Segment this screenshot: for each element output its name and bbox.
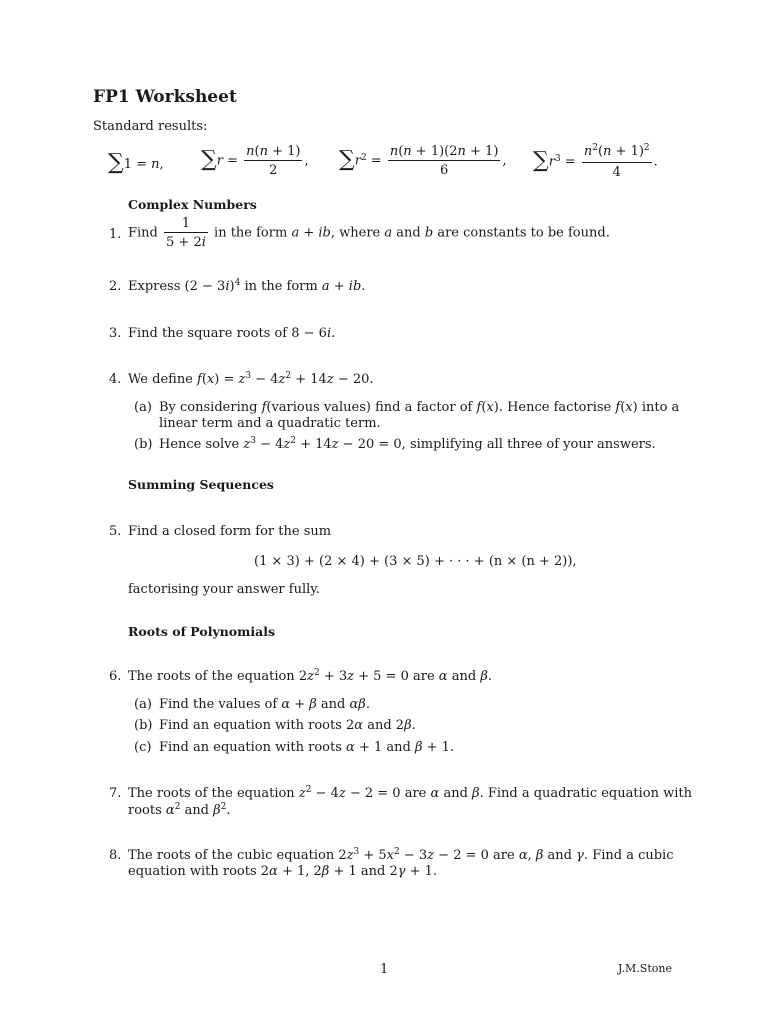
question-6: The roots of the equation $2z^2 + 3z + 5 = 0$ are α and β. <box>128 668 492 684</box>
section-summing-sequences: Summing Sequences <box>128 477 274 492</box>
question-7-line2: roots $\alpha^2$ and $\beta^2$. <box>128 802 231 818</box>
formula-sum-1: ∑1 = n, <box>108 150 164 175</box>
question-5-display: (1 × 3) + (2 × 4) + (3 × 5) + · · · + (n × (n + 2)), <box>254 554 577 569</box>
question-1: Find $\frac{1}{5 + 2i}$ in the form a + ib, where a and b are constants to be found. <box>128 216 610 250</box>
page-number: 1 <box>380 962 389 977</box>
question-number-2: 2. <box>109 279 122 294</box>
question-number-8: 8. <box>109 848 122 863</box>
page-title: FP1 Worksheet <box>93 87 237 107</box>
question-3: Find the square roots of 8 − 6i. <box>128 326 336 341</box>
question-4a-label: (a) <box>134 400 152 415</box>
question-6c: Find an equation with roots α + 1 and β + 1. <box>159 740 455 755</box>
section-roots-of-polynomials: Roots of Polynomials <box>128 624 275 639</box>
question-6a: Find the values of α + β and αβ. <box>159 697 370 712</box>
question-5-after: factorising your answer fully. <box>128 582 321 597</box>
question-4b: Hence solve $z^3 - 4z^2 + 14z - 20 = 0$, simplifying all three of your answers. <box>159 436 656 452</box>
question-number-6: 6. <box>109 669 122 684</box>
formula-sum-r3: $\sum r^3$ = $\frac{n^2(n + 1)^2}{4}$ . <box>533 143 658 180</box>
question-8-line2: equation with roots 2α + 1, 2β + 1 and 2γ + 1. <box>128 864 438 879</box>
question-7: The roots of the equation $z^2 - 4z - 2 = 0$ are α and β. Find a quadratic equation with <box>128 785 692 801</box>
question-number-3: 3. <box>109 326 122 341</box>
formula-sum-r2: $\sum r^2$ = $\frac{n(n + 1)(2n + 1)}{6}$ , <box>339 144 507 178</box>
question-4a: By considering f(various values) find a factor of f(x). Hence factorise f(x) into a <box>159 400 680 415</box>
question-number-7: 7. <box>109 786 122 801</box>
question-6b: Find an equation with roots 2α and 2β. <box>159 718 416 733</box>
question-6c-label: (c) <box>134 740 152 755</box>
question-number-4: 4. <box>109 372 122 387</box>
author-name: J.M.Stone <box>618 962 672 975</box>
question-6a-label: (a) <box>134 697 152 712</box>
formula-sum-r: ∑r = $\frac{n(n + 1)}{2}$ , <box>201 144 309 178</box>
question-6b-label: (b) <box>134 718 153 733</box>
question-2: Express $(2 - 3i)^4$ in the form a + ib. <box>128 278 366 294</box>
question-4a-line2: linear term and a quadratic term. <box>159 416 381 431</box>
section-complex-numbers: Complex Numbers <box>128 197 257 212</box>
question-5: Find a closed form for the sum <box>128 524 332 539</box>
question-number-5: 5. <box>109 524 122 539</box>
question-4b-label: (b) <box>134 437 153 452</box>
standard-results-label: Standard results: <box>93 119 208 134</box>
question-number-1: 1. <box>109 227 122 242</box>
question-4: We define $f(x) = z^3 - 4z^2 + 14z - 20$. <box>128 371 374 387</box>
question-8: The roots of the cubic equation $2z^3 + 5x^2 - 3z - 2 = 0$ are α, β and γ. Find a cubic <box>128 847 674 863</box>
